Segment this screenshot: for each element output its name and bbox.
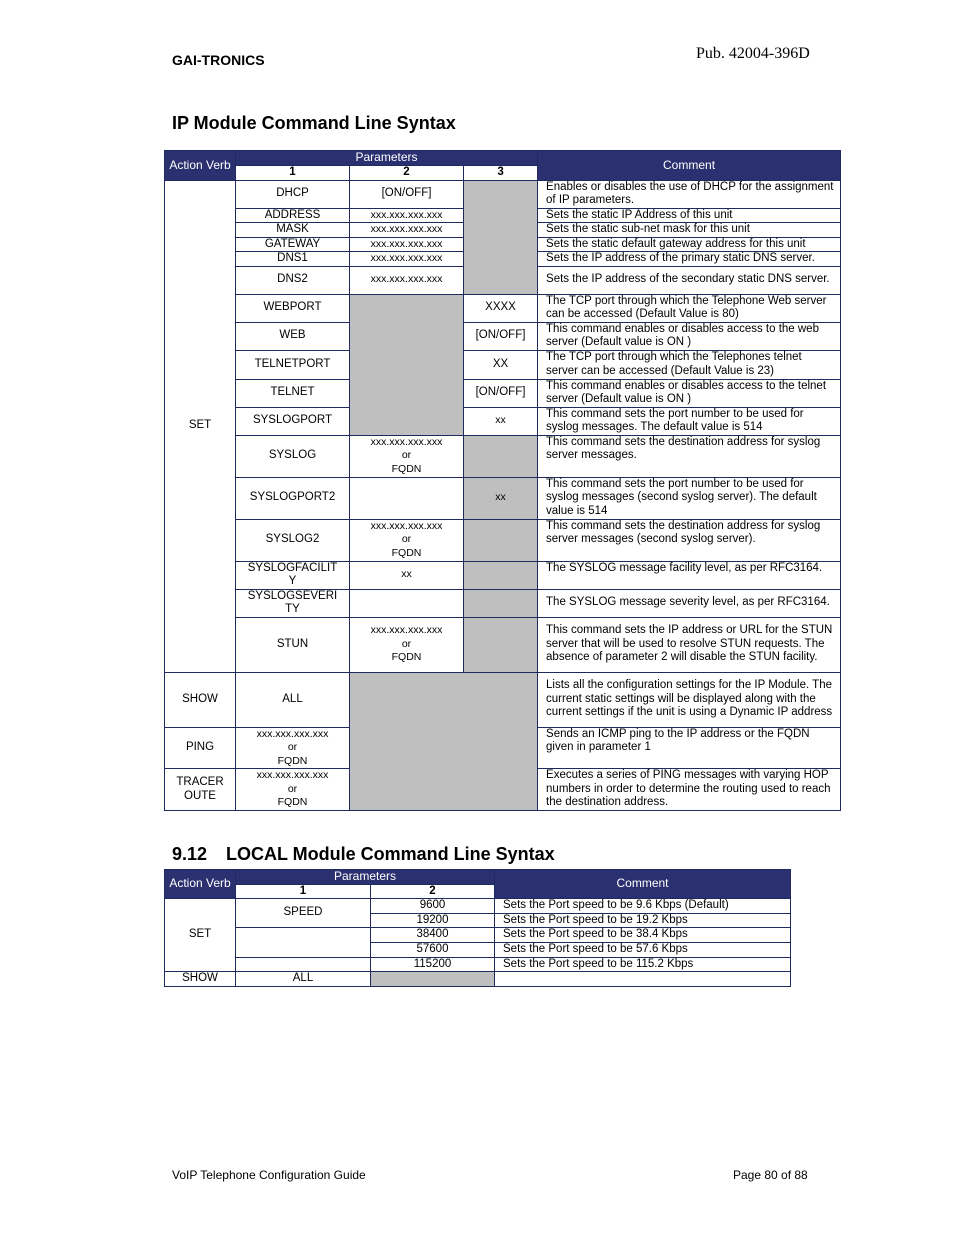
header-parameters: Parameters: [236, 151, 538, 166]
param-1: DNS1: [236, 252, 350, 267]
table-row: [165, 379, 841, 407]
table-row: [165, 180, 841, 208]
table-row: [165, 899, 791, 914]
param-2-empty: [350, 294, 464, 435]
comment: Sets the IP address of the secondary static DNS server.: [538, 266, 841, 294]
param-2-line: FQDN: [391, 546, 422, 559]
param-2: 115200: [371, 957, 495, 972]
param-1: [236, 561, 350, 589]
action-verb-set: SET: [165, 180, 236, 672]
table-row: [165, 350, 841, 379]
param-1: [236, 727, 350, 769]
comment: Sets the Port speed to be 115.2 Kbps: [495, 957, 791, 972]
comment: Sets the Port speed to be 19.2 Kbps: [495, 913, 791, 928]
param-2: xx: [350, 561, 464, 589]
comment: The SYSLOG message facility level, as per RFC3164.: [538, 561, 841, 589]
comment: Sets the static IP Address of this unit: [538, 208, 841, 223]
comment: This command sets the IP address or URL for the STUN server that will be used to resolve STUN requests. The absence of parameter 2 will disable the STUN facility.: [538, 617, 841, 672]
param-1: TELNET: [236, 379, 350, 407]
param-1: DNS2: [236, 266, 350, 294]
param-3-empty: [464, 435, 538, 477]
footer-guide-title: VoIP Telephone Configuration Guide: [172, 1168, 366, 1182]
header-action-verb: Action Verb: [165, 870, 236, 899]
comment: The TCP port through which the Telephones telnet server can be accessed (Default Value is 23): [538, 350, 841, 379]
param-2: xxx.xxx.xxx.xxx: [350, 223, 464, 238]
param-1: SYSLOGPORT2: [236, 477, 350, 519]
comment: Sets the Port speed to be 9.6 Kbps (Default): [495, 899, 791, 914]
comment: Sets the Port speed to be 38.4 Kbps: [495, 928, 791, 943]
param-1: ALL: [236, 972, 371, 987]
comment: This command sets the destination address for syslog server messages (second syslog server).: [538, 519, 841, 561]
param-1: SYSLOG2: [236, 519, 350, 561]
param-2-line: or: [401, 449, 412, 462]
header-param-3: 3: [464, 165, 538, 180]
table-row: [165, 294, 841, 322]
param-2-line: FQDN: [391, 462, 422, 475]
param-3-empty: [464, 519, 538, 561]
param-2: xxx.xxx.xxx.xxx: [350, 252, 464, 267]
param-1-line: FQDN: [277, 754, 308, 767]
footer-page-number: Page 80 of 88: [733, 1168, 808, 1182]
param-1-line: or: [287, 741, 298, 753]
header-action-verb: Action Verb: [165, 151, 236, 181]
param-2-line: xxx.xxx.xxx.xxx: [370, 435, 443, 448]
ip-module-command-table: [164, 150, 841, 811]
comment: Sets the static default gateway address for this unit: [538, 237, 841, 252]
param-2: xxx.xxx.xxx.xxx: [350, 266, 464, 294]
section-number: 9.12: [172, 844, 208, 864]
table-row: [165, 519, 841, 561]
comment: The TCP port through which the Telephone Web server can be accessed (Default Value is 80): [538, 294, 841, 322]
comment: This command sets the port number to be used for syslog messages (second syslog server). The default value is 514: [538, 477, 841, 519]
table-row: [165, 435, 841, 477]
param-1: [236, 769, 350, 811]
param-3-empty: [464, 180, 538, 294]
ip-module-section-title: IP Module Command Line Syntax: [172, 113, 456, 133]
table-row: [165, 477, 841, 519]
param-3: [ON/OFF]: [464, 322, 538, 350]
header-comment: Comment: [538, 151, 841, 181]
param-1: DHCP: [236, 180, 350, 208]
action-verb-show: SHOW: [165, 972, 236, 987]
comment: The SYSLOG message severity level, as per RFC3164.: [538, 589, 841, 617]
comment: Sets the static sub-net mask for this unit: [538, 223, 841, 238]
param-3-empty: [464, 617, 538, 672]
header-parameters: Parameters: [236, 870, 495, 885]
table-row: [165, 672, 841, 727]
param-1: GATEWAY: [236, 237, 350, 252]
param-1-line: FQDN: [277, 796, 308, 809]
param-2-empty: [350, 477, 464, 519]
table-row: [165, 322, 841, 350]
param-1: SYSLOG: [236, 435, 350, 477]
param-2-line: or: [401, 533, 412, 546]
header-param-1: 1: [236, 165, 350, 180]
param-3: xx: [464, 407, 538, 435]
param-1-line: SYSLOGFACILIT: [247, 561, 338, 574]
param-2: [350, 617, 464, 672]
comment: [495, 972, 791, 987]
param-2: xxx.xxx.xxx.xxx: [350, 237, 464, 252]
param-1: ALL: [236, 672, 350, 727]
params-empty: [350, 672, 538, 811]
param-1: [236, 589, 350, 617]
param-3: XXXX: [464, 294, 538, 322]
param-1: WEB: [236, 322, 350, 350]
param-1-line: xxx.xxx.xxx.xxx: [256, 769, 329, 782]
param-1: SYSLOGPORT: [236, 407, 350, 435]
param-2: 19200: [371, 913, 495, 928]
comment: Sends an ICMP ping to the IP address or the FQDN given in parameter 1: [538, 727, 841, 769]
comment: Sets the IP address of the primary static DNS server.: [538, 252, 841, 267]
publication-number: Pub. 42004-396D: [696, 45, 810, 62]
param-1-speed: SPEED: [236, 899, 371, 928]
param-1: MASK: [236, 223, 350, 238]
table-row: [165, 407, 841, 435]
param-2: 38400: [371, 928, 495, 943]
param-2-line: xxx.xxx.xxx.xxx: [370, 519, 443, 532]
comment: Enables or disables the use of DHCP for the assignment of IP parameters.: [538, 180, 841, 208]
param-3: xx: [464, 477, 538, 519]
param-3: [ON/OFF]: [464, 379, 538, 407]
param-1-line: xxx.xxx.xxx.xxx: [256, 727, 329, 740]
param-3-empty: [464, 561, 538, 589]
param-2-empty: [350, 589, 464, 617]
header-param-1: 1: [236, 884, 371, 899]
table-row: [165, 972, 791, 987]
table-row: [165, 617, 841, 672]
param-2: [350, 519, 464, 561]
param-1-empty: [236, 957, 371, 972]
table-row: [165, 928, 791, 943]
local-module-section-title: [172, 844, 555, 865]
comment: Lists all the configuration settings for the IP Module. The current static settings will be displayed along with the current settings if the unit is using a Dynamic IP address: [538, 672, 841, 727]
comment: Executes a series of PING messages with varying HOP numbers in order to determine the routing used to reach the destination address.: [538, 769, 841, 811]
action-verb-set: SET: [165, 899, 236, 972]
param-1-line: Y: [288, 575, 297, 587]
param-1: TELNETPORT: [236, 350, 350, 379]
param-1-line: SYSLOGSEVERI: [247, 589, 338, 602]
header-comment: Comment: [495, 870, 791, 899]
param-2: 57600: [371, 943, 495, 958]
header-param-2: 2: [371, 884, 495, 899]
section-title-text: LOCAL Module Command Line Syntax: [226, 844, 555, 864]
action-verb-show: SHOW: [165, 672, 236, 727]
comment: This command enables or disables access to the web server (Default value is ON ): [538, 322, 841, 350]
param-1-empty: [236, 928, 371, 958]
action-verb-ping: PING: [165, 727, 236, 769]
param-1-line: or: [287, 782, 298, 795]
param-1: ADDRESS: [236, 208, 350, 223]
param-2-line: or: [401, 637, 412, 650]
param-2: xxx.xxx.xxx.xxx: [350, 208, 464, 223]
param-2-empty: [371, 972, 495, 987]
param-2-line: FQDN: [391, 651, 422, 664]
param-2: [350, 435, 464, 477]
table-row: [165, 957, 791, 972]
company-name: GAI-TRONICS: [172, 52, 265, 68]
param-1: STUN: [236, 617, 350, 672]
table-row: [165, 589, 841, 617]
param-1: WEBPORT: [236, 294, 350, 322]
header-param-2: 2: [350, 165, 464, 180]
param-3-empty: [464, 589, 538, 617]
comment: This command enables or disables access to the telnet server (Default value is ON ): [538, 379, 841, 407]
table-row: [165, 561, 841, 589]
param-2: 9600: [371, 899, 495, 914]
local-module-command-table: [164, 869, 791, 987]
param-2: [ON/OFF]: [350, 180, 464, 208]
comment: This command sets the destination address for syslog server messages.: [538, 435, 841, 477]
action-verb-line: TRACER OUTE: [176, 776, 224, 802]
param-2-line: xxx.xxx.xxx.xxx: [370, 624, 443, 637]
comment: This command sets the port number to be used for syslog messages. The default value is 514: [538, 407, 841, 435]
action-verb-traceroute: [165, 769, 236, 811]
comment: Sets the Port speed to be 57.6 Kbps: [495, 943, 791, 958]
param-3: XX: [464, 350, 538, 379]
param-1-line: TY: [285, 603, 300, 615]
